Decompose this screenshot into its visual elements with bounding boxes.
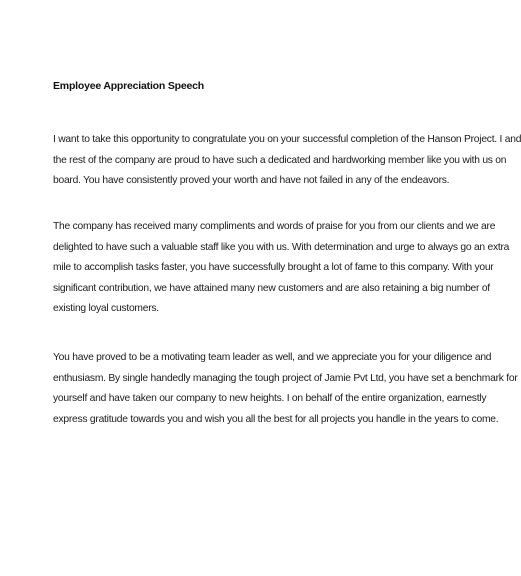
paragraph-line: board. You have consistently proved your worth and have not failed in any of the endeavors. xyxy=(53,175,450,186)
document-title: Employee Appreciation Speech xyxy=(53,80,204,92)
paragraph-line: The company has received many compliments and words of praise for you from our clients and we are xyxy=(53,221,496,232)
paragraph-leadership xyxy=(53,348,518,430)
paragraph-line: delighted to have such a valuable staff like you with us. With determination and urge to always go an extra xyxy=(53,241,510,253)
paragraph-line: mile to accomplish tasks faster, you have successfully brought a lot of fame to this company. With your xyxy=(53,262,494,273)
paragraph-line: yourself and have taken our company to new heights. I on behalf of the entire organization, earnestly xyxy=(53,393,487,404)
paragraph-line: You have proved to be a motivating team leader as well, and we appreciate you for your diligence and xyxy=(53,352,492,363)
paragraph-line: enthusiasm. By single handedly managing the tough project of Jamie Pvt Ltd, you have set a benchmark for xyxy=(53,372,518,384)
paragraph-congratulations xyxy=(53,130,521,192)
paragraph-line: I want to take this opportunity to congratulate you on your successful completion of the Hanson Project. I and xyxy=(53,134,521,145)
paragraph-line: express gratitude towards you and wish you all the best for all projects you handle in the years to come. xyxy=(53,413,499,425)
paragraph-line: the rest of the company are proud to have such a dedicated and hardworking member like you with us on xyxy=(53,154,507,166)
paragraph-line: significant contribution, we have attained many new customers and are also retaining a big number of xyxy=(53,282,490,294)
paragraph-compliments xyxy=(53,217,509,320)
paragraph-line: existing loyal customers. xyxy=(53,303,159,314)
